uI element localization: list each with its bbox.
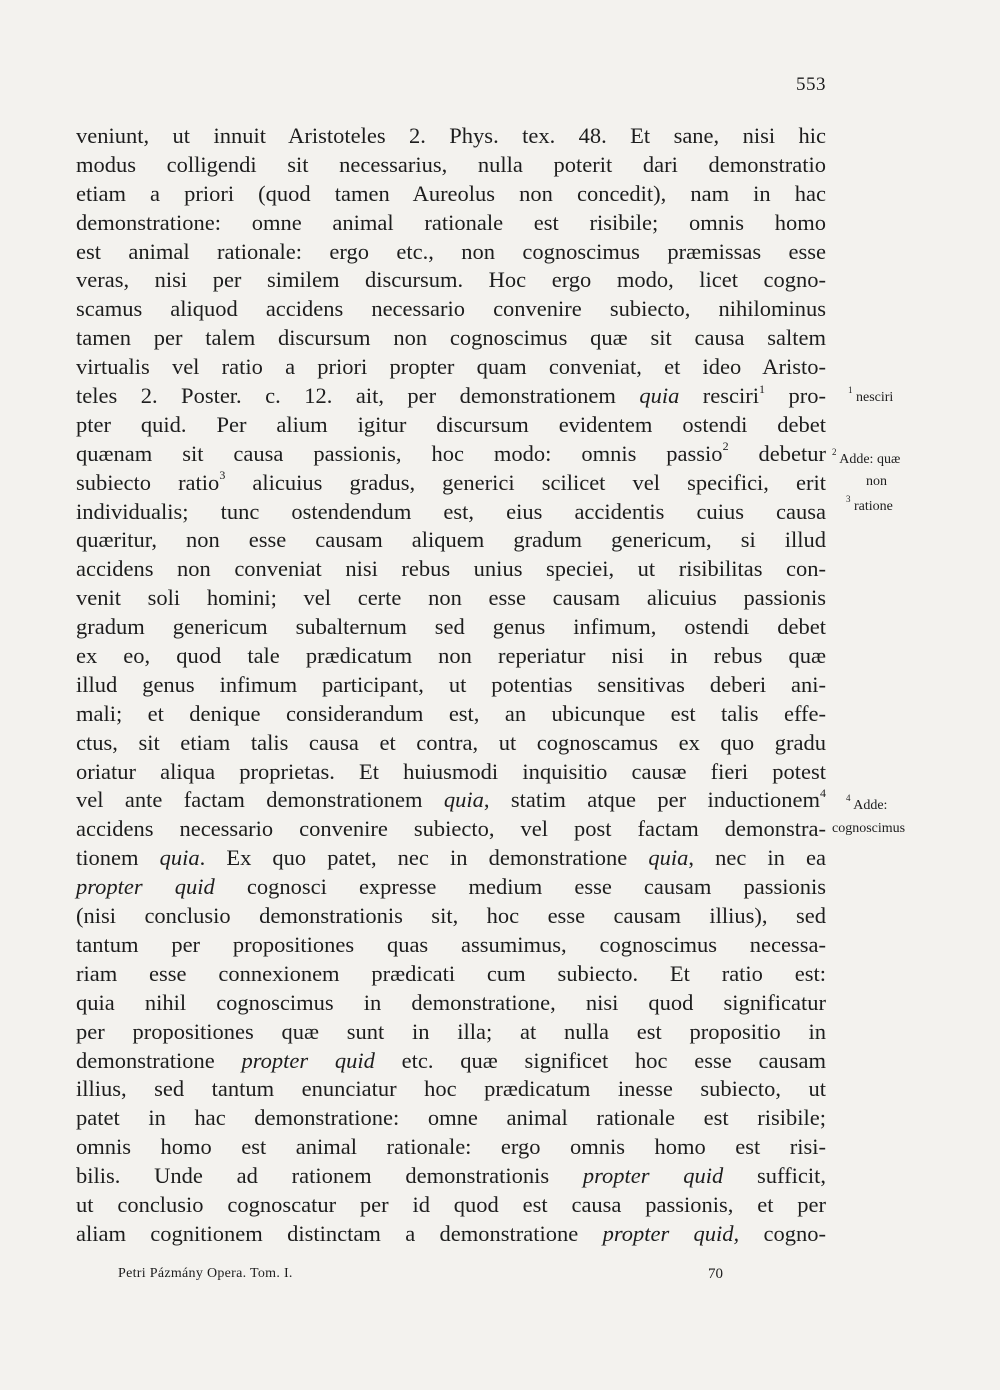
footer-sheet-number: 70: [708, 1266, 723, 1282]
text-line: virtualis vel ratio a priori propter quam conveniat, et ideo Aristo-: [76, 354, 826, 380]
text-line: demonstratione: omne animal rationale est risibile; omnis homo: [76, 209, 826, 235]
footnote-marker: 2: [722, 439, 729, 454]
text-line: tamen per talem discursum non cognoscimus quæ sit causa saltem: [76, 325, 826, 351]
text-line: aliam cognitionem distinctam a demonstratione propter quid, cogno-: [76, 1220, 826, 1246]
footnote-marker: 3: [219, 468, 226, 483]
footnote-marker: 1: [759, 381, 766, 396]
text-line: pter quid. Per alium igitur discursum evidentem ostendi debet: [76, 411, 826, 437]
text-line: ctus, sit etiam talis causa et contra, ut cognoscamus ex quo gradu: [76, 729, 826, 755]
text-line: quænam sit causa passionis, hoc modo: omnis passio$^2$ debetur: [76, 439, 826, 466]
footer-signature: Petri Pázmány Opera. Tom. I.: [118, 1266, 293, 1281]
text-line: per propositiones quæ sunt in illa; at nulla est propositio in: [76, 1018, 826, 1044]
text-line: teles 2. Poster. c. 12. ait, per demonstrationem quia resciri$^1$ pro-: [76, 381, 826, 409]
margin-note-1: $^1$ nesciri: [848, 385, 894, 405]
text-line: bilis. Unde ad rationem demonstrationis propter quid sufficit,: [76, 1163, 827, 1189]
text-line: quia nihil cognoscimus in demonstratione, nisi quod significatur: [76, 989, 826, 1015]
text-line: tionem quia. Ex quo patet, nec in demonstratione quia, nec in ea: [76, 845, 826, 871]
text-line: omnis homo est animal rationale: ergo omnis homo est risi-: [76, 1134, 826, 1160]
margin-note-2: $^2$ Adde: quæ: [832, 447, 901, 467]
text-line: illius, sed tantum enunciatur hoc prædicatum inesse subiecto, ut: [76, 1076, 826, 1102]
text-line: ut conclusio cognoscatur per id quod est causa passionis, et per: [76, 1191, 826, 1217]
text-line: gradum genericum subalternum sed genus infimum, ostendi debet: [76, 614, 826, 640]
text-line: mali; et denique considerandum est, an ubicunque est talis effe-: [76, 700, 826, 726]
text-line: propter quid cognosci expresse medium esse causam passionis: [76, 874, 826, 900]
text-line: veniunt, ut innuit Aristoteles 2. Phys. tex. 48. Et sane, nisi hic: [76, 123, 826, 148]
text-line: etiam a priori (quod tamen Aureolus non concedit), nam in hac: [76, 180, 826, 206]
text-line: vel ante factam demonstrationem quia, statim atque per inductionem$^4$: [76, 785, 826, 813]
text-line: scamus aliquod accidens necessario convenire subiecto, nihilominus: [76, 296, 826, 322]
text-line: illud genus infimum participant, ut potentias sensitivas deberi ani-: [76, 671, 826, 697]
text-line: accidens necessario convenire subiecto, vel post factam demonstra-: [76, 816, 826, 842]
text-line: ex eo, quod tale prædicatum non reperiatur nisi in rebus quæ: [76, 643, 826, 669]
text-line: patet in hac demonstratione: omne animal rationale est risibile;: [76, 1105, 826, 1131]
margin-note-4: $^4$ Adde:: [846, 793, 888, 813]
text-line: accidens non conveniat nisi rebus unius speciei, ut risibilitas con-: [76, 556, 826, 582]
text-line: (nisi conclusio demonstrationis sit, hoc esse causam illius), sed: [76, 903, 826, 929]
text-line: tantum per propositiones quas assumimus, cognoscimus necessa-: [76, 931, 826, 957]
text-line: demonstratione propter quid etc. quæ significet hoc esse causam: [76, 1047, 827, 1073]
text-line: oriatur aliqua proprietas. Et huiusmodi inquisitio causæ fieri potest: [76, 758, 826, 784]
text-line: modus colligendi sit necessarius, nulla poterit dari demonstratio: [76, 151, 826, 177]
body-text: [76, 122, 826, 1249]
page-number: 553: [796, 74, 826, 95]
text-line: quæritur, non esse causam aliquem gradum genericum, si illud: [76, 527, 826, 553]
text-line: venit soli homini; vel certe non esse causam alicuius passionis: [76, 585, 826, 611]
text-line: est animal rationale: ergo etc., non cognoscimus præmissas esse: [76, 238, 826, 264]
text-line: subiecto ratio$^3$ alicuius gradus, generici scilicet vel specifici, erit: [76, 468, 827, 495]
margin-note-4-cont: cognoscimus: [832, 821, 906, 836]
text-line: riam esse connexionem prædicati cum subiecto. Et ratio est:: [76, 960, 826, 986]
text-line: veras, nisi per similem discursum. Hoc ergo modo, licet cogno-: [76, 267, 826, 293]
footnote-marker: 4: [820, 785, 826, 800]
text-line: individualis; tunc ostendendum est, eius accidentis cuius causa: [76, 498, 826, 524]
margin-note-3: $^3$ ratione: [846, 494, 893, 514]
margin-note-2-cont: non: [866, 474, 887, 489]
